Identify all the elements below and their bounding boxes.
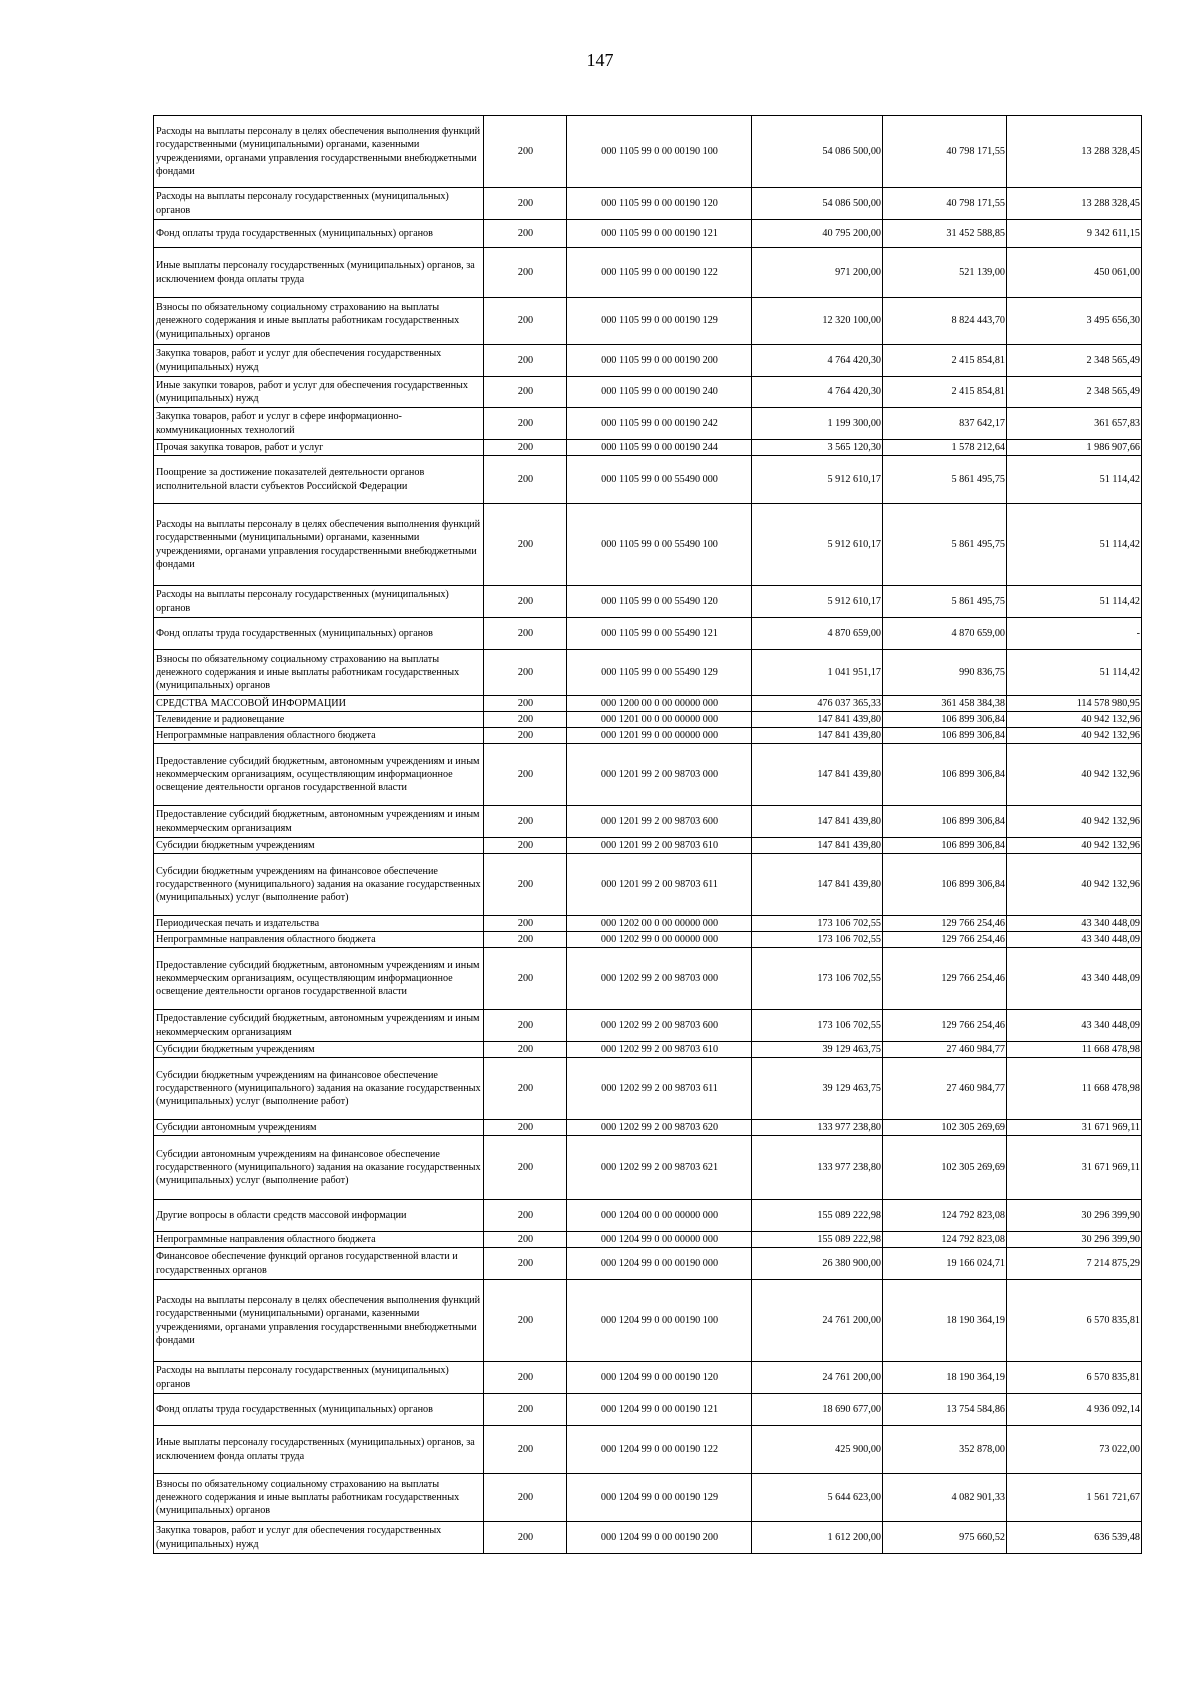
row-unexecuted: 11 668 478,98	[1007, 1042, 1142, 1058]
row-kbk: 000 1201 99 2 00 98703 600	[567, 806, 752, 838]
row-code: 200	[484, 696, 567, 712]
row-executed: 361 458 384,38	[883, 696, 1007, 712]
table-row	[154, 345, 1142, 377]
row-kbk: 000 1202 99 2 00 98703 610	[567, 1042, 752, 1058]
row-kbk: 000 1105 99 0 00 00190 242	[567, 408, 752, 440]
row-executed: 18 190 364,19	[883, 1362, 1007, 1394]
row-unexecuted: 450 061,00	[1007, 248, 1142, 298]
table-row	[154, 1362, 1142, 1394]
table-row	[154, 116, 1142, 188]
table-row	[154, 1010, 1142, 1042]
row-unexecuted: 6 570 835,81	[1007, 1280, 1142, 1362]
row-approved: 147 841 439,80	[752, 712, 883, 728]
row-kbk: 000 1201 99 2 00 98703 610	[567, 838, 752, 854]
row-code: 200	[484, 1120, 567, 1136]
row-unexecuted: 9 342 611,15	[1007, 220, 1142, 248]
row-unexecuted: 43 340 448,09	[1007, 1010, 1142, 1042]
row-kbk: 000 1105 99 0 00 00190 129	[567, 298, 752, 345]
row-approved: 24 761 200,00	[752, 1362, 883, 1394]
row-code: 200	[484, 440, 567, 456]
row-name: Субсидии автономным учреждениям	[154, 1120, 484, 1136]
row-code: 200	[484, 650, 567, 696]
row-code: 200	[484, 806, 567, 838]
row-approved: 1 199 300,00	[752, 408, 883, 440]
row-code: 200	[484, 854, 567, 916]
row-name: Расходы на выплаты персоналу в целях обеспечения выполнения функций государственными (муниципальными) органами, казенными учреждениями, органами управления государственными внебюджетными фондами	[154, 1280, 484, 1362]
row-kbk: 000 1201 99 2 00 98703 611	[567, 854, 752, 916]
row-unexecuted: 31 671 969,11	[1007, 1120, 1142, 1136]
row-name: Субсидии бюджетным учреждениям на финансовое обеспечение государственного (муниципального) задания на оказание государственных (муниципальных) услуг (выполнение работ)	[154, 1058, 484, 1120]
row-executed: 27 460 984,77	[883, 1042, 1007, 1058]
row-kbk: 000 1200 00 0 00 00000 000	[567, 696, 752, 712]
row-kbk: 000 1202 99 0 00 00000 000	[567, 932, 752, 948]
row-kbk: 000 1202 99 2 00 98703 621	[567, 1136, 752, 1200]
row-name: Периодическая печать и издательства	[154, 916, 484, 932]
row-executed: 102 305 269,69	[883, 1120, 1007, 1136]
row-executed: 5 861 495,75	[883, 504, 1007, 586]
row-code: 200	[484, 932, 567, 948]
row-approved: 173 106 702,55	[752, 932, 883, 948]
row-code: 200	[484, 1362, 567, 1394]
row-unexecuted: -	[1007, 618, 1142, 650]
row-name: Субсидии бюджетным учреждениям на финансовое обеспечение государственного (муниципального) задания на оказание государственных (муниципальных) услуг (выполнение работ)	[154, 854, 484, 916]
row-approved: 147 841 439,80	[752, 744, 883, 806]
table-row	[154, 220, 1142, 248]
table-row	[154, 806, 1142, 838]
row-code: 200	[484, 744, 567, 806]
table-row	[154, 408, 1142, 440]
row-name: Иные закупки товаров, работ и услуг для обеспечения государственных (муниципальных) нужд	[154, 377, 484, 408]
row-code: 200	[484, 1426, 567, 1474]
row-executed: 129 766 254,46	[883, 932, 1007, 948]
row-name: Предоставление субсидий бюджетным, автономным учреждениям и иным некоммерческим организациям, осуществляющим информационное освещение деятельности органов государственной власти	[154, 948, 484, 1010]
row-name: Фонд оплаты труда государственных (муниципальных) органов	[154, 220, 484, 248]
row-kbk: 000 1204 99 0 00 00190 120	[567, 1362, 752, 1394]
row-executed: 521 139,00	[883, 248, 1007, 298]
row-approved: 1 041 951,17	[752, 650, 883, 696]
row-executed: 5 861 495,75	[883, 586, 1007, 618]
table-row	[154, 1474, 1142, 1522]
row-unexecuted: 1 561 721,67	[1007, 1474, 1142, 1522]
table-row	[154, 728, 1142, 744]
row-executed: 106 899 306,84	[883, 728, 1007, 744]
row-approved: 173 106 702,55	[752, 916, 883, 932]
row-unexecuted: 40 942 132,96	[1007, 838, 1142, 854]
budget-execution-table	[153, 115, 1142, 1554]
row-unexecuted: 31 671 969,11	[1007, 1136, 1142, 1200]
row-name: СРЕДСТВА МАССОВОЙ ИНФОРМАЦИИ	[154, 696, 484, 712]
row-kbk: 000 1202 99 2 00 98703 600	[567, 1010, 752, 1042]
row-name: Взносы по обязательному социальному страхованию на выплаты денежного содержания и иные выплаты работникам государственных (муниципальных) органов	[154, 1474, 484, 1522]
row-approved: 147 841 439,80	[752, 728, 883, 744]
row-approved: 4 764 420,30	[752, 377, 883, 408]
row-name: Закупка товаров, работ и услуг для обеспечения государственных (муниципальных) нужд	[154, 1522, 484, 1554]
row-executed: 990 836,75	[883, 650, 1007, 696]
row-unexecuted: 30 296 399,90	[1007, 1200, 1142, 1232]
row-name: Другие вопросы в области средств массовой информации	[154, 1200, 484, 1232]
table-row	[154, 1232, 1142, 1248]
row-code: 200	[484, 220, 567, 248]
row-name: Фонд оплаты труда государственных (муниципальных) органов	[154, 618, 484, 650]
row-kbk: 000 1204 99 0 00 00190 200	[567, 1522, 752, 1554]
table-row	[154, 377, 1142, 408]
row-executed: 129 766 254,46	[883, 916, 1007, 932]
table-row	[154, 1426, 1142, 1474]
row-code: 200	[484, 456, 567, 504]
row-executed: 2 415 854,81	[883, 345, 1007, 377]
row-kbk: 000 1105 99 0 00 55490 120	[567, 586, 752, 618]
row-executed: 129 766 254,46	[883, 1010, 1007, 1042]
row-name: Фонд оплаты труда государственных (муниципальных) органов	[154, 1394, 484, 1426]
table-row	[154, 248, 1142, 298]
row-executed: 106 899 306,84	[883, 806, 1007, 838]
row-unexecuted: 43 340 448,09	[1007, 932, 1142, 948]
row-executed: 18 190 364,19	[883, 1280, 1007, 1362]
row-name: Непрограммные направления областного бюджета	[154, 728, 484, 744]
table-row	[154, 854, 1142, 916]
row-kbk: 000 1105 99 0 00 00190 244	[567, 440, 752, 456]
row-unexecuted: 4 936 092,14	[1007, 1394, 1142, 1426]
row-kbk: 000 1201 00 0 00 00000 000	[567, 712, 752, 728]
table-row	[154, 1280, 1142, 1362]
row-kbk: 000 1105 99 0 00 55490 129	[567, 650, 752, 696]
row-code: 200	[484, 1248, 567, 1280]
row-executed: 106 899 306,84	[883, 838, 1007, 854]
row-approved: 39 129 463,75	[752, 1058, 883, 1120]
row-approved: 5 912 610,17	[752, 586, 883, 618]
row-approved: 147 841 439,80	[752, 854, 883, 916]
row-approved: 147 841 439,80	[752, 838, 883, 854]
row-kbk: 000 1202 99 2 00 98703 611	[567, 1058, 752, 1120]
row-name: Расходы на выплаты персоналу государственных (муниципальных) органов	[154, 1362, 484, 1394]
row-kbk: 000 1204 99 0 00 00190 100	[567, 1280, 752, 1362]
row-executed: 5 861 495,75	[883, 456, 1007, 504]
row-code: 200	[484, 1280, 567, 1362]
row-code: 200	[484, 838, 567, 854]
row-kbk: 000 1204 99 0 00 00190 129	[567, 1474, 752, 1522]
row-unexecuted: 13 288 328,45	[1007, 116, 1142, 188]
row-code: 200	[484, 1042, 567, 1058]
row-code: 200	[484, 298, 567, 345]
row-approved: 133 977 238,80	[752, 1120, 883, 1136]
row-executed: 13 754 584,86	[883, 1394, 1007, 1426]
row-kbk: 000 1105 99 0 00 55490 121	[567, 618, 752, 650]
row-unexecuted: 1 986 907,66	[1007, 440, 1142, 456]
row-name: Иные выплаты персоналу государственных (муниципальных) органов, за исключением фонда оплаты труда	[154, 1426, 484, 1474]
row-code: 200	[484, 1474, 567, 1522]
row-code: 200	[484, 728, 567, 744]
row-name: Предоставление субсидий бюджетным, автономным учреждениям и иным некоммерческим организациям	[154, 1010, 484, 1042]
table-row	[154, 1248, 1142, 1280]
row-executed: 40 798 171,55	[883, 116, 1007, 188]
row-code: 200	[484, 248, 567, 298]
row-kbk: 000 1204 99 0 00 00190 122	[567, 1426, 752, 1474]
row-approved: 476 037 365,33	[752, 696, 883, 712]
row-unexecuted: 2 348 565,49	[1007, 345, 1142, 377]
table-row	[154, 1522, 1142, 1554]
table-row	[154, 1120, 1142, 1136]
table-row	[154, 504, 1142, 586]
row-unexecuted: 43 340 448,09	[1007, 948, 1142, 1010]
row-unexecuted: 40 942 132,96	[1007, 744, 1142, 806]
row-kbk: 000 1105 99 0 00 55490 100	[567, 504, 752, 586]
row-unexecuted: 40 942 132,96	[1007, 806, 1142, 838]
row-name: Расходы на выплаты персоналу государственных (муниципальных) органов	[154, 188, 484, 220]
row-approved: 5 912 610,17	[752, 504, 883, 586]
row-executed: 40 798 171,55	[883, 188, 1007, 220]
row-unexecuted: 43 340 448,09	[1007, 916, 1142, 932]
row-unexecuted: 30 296 399,90	[1007, 1232, 1142, 1248]
row-approved: 26 380 900,00	[752, 1248, 883, 1280]
table-row	[154, 1394, 1142, 1426]
row-executed: 124 792 823,08	[883, 1200, 1007, 1232]
page-number: 147	[586, 50, 614, 70]
row-executed: 31 452 588,85	[883, 220, 1007, 248]
row-name: Взносы по обязательному социальному страхованию на выплаты денежного содержания и иные выплаты работникам государственных (муниципальных) органов	[154, 298, 484, 345]
row-name: Расходы на выплаты персоналу государственных (муниципальных) органов	[154, 586, 484, 618]
row-kbk: 000 1204 00 0 00 00000 000	[567, 1200, 752, 1232]
row-unexecuted: 11 668 478,98	[1007, 1058, 1142, 1120]
row-unexecuted: 40 942 132,96	[1007, 854, 1142, 916]
row-unexecuted: 51 114,42	[1007, 456, 1142, 504]
row-name: Расходы на выплаты персоналу в целях обеспечения выполнения функций государственными (муниципальными) органами, казенными учреждениями, органами управления государственными внебюджетными фондами	[154, 504, 484, 586]
row-unexecuted: 51 114,42	[1007, 586, 1142, 618]
row-approved: 54 086 500,00	[752, 188, 883, 220]
row-name: Поощрение за достижение показателей деятельности органов исполнительной власти субъектов Российской Федерации	[154, 456, 484, 504]
row-kbk: 000 1105 99 0 00 00190 121	[567, 220, 752, 248]
row-code: 200	[484, 948, 567, 1010]
row-executed: 975 660,52	[883, 1522, 1007, 1554]
row-unexecuted: 2 348 565,49	[1007, 377, 1142, 408]
row-executed: 19 166 024,71	[883, 1248, 1007, 1280]
row-executed: 124 792 823,08	[883, 1232, 1007, 1248]
row-kbk: 000 1201 99 2 00 98703 000	[567, 744, 752, 806]
row-name: Непрограммные направления областного бюджета	[154, 1232, 484, 1248]
row-approved: 12 320 100,00	[752, 298, 883, 345]
row-approved: 5 644 623,00	[752, 1474, 883, 1522]
table-row	[154, 712, 1142, 728]
row-kbk: 000 1105 99 0 00 00190 100	[567, 116, 752, 188]
row-name: Закупка товаров, работ и услуг для обеспечения государственных (муниципальных) нужд	[154, 345, 484, 377]
table-row	[154, 1058, 1142, 1120]
table-row	[154, 838, 1142, 854]
table-row	[154, 456, 1142, 504]
row-name: Закупка товаров, работ и услуг в сфере информационно-коммуникационных технологий	[154, 408, 484, 440]
row-code: 200	[484, 1010, 567, 1042]
row-approved: 18 690 677,00	[752, 1394, 883, 1426]
row-approved: 155 089 222,98	[752, 1232, 883, 1248]
table-row	[154, 586, 1142, 618]
row-code: 200	[484, 916, 567, 932]
row-executed: 27 460 984,77	[883, 1058, 1007, 1120]
row-unexecuted: 114 578 980,95	[1007, 696, 1142, 712]
row-executed: 1 578 212,64	[883, 440, 1007, 456]
row-approved: 54 086 500,00	[752, 116, 883, 188]
row-executed: 837 642,17	[883, 408, 1007, 440]
row-approved: 3 565 120,30	[752, 440, 883, 456]
table-row	[154, 298, 1142, 345]
row-kbk: 000 1202 99 2 00 98703 000	[567, 948, 752, 1010]
row-approved: 133 977 238,80	[752, 1136, 883, 1200]
row-approved: 425 900,00	[752, 1426, 883, 1474]
row-name: Телевидение и радиовещание	[154, 712, 484, 728]
row-code: 200	[484, 377, 567, 408]
row-code: 200	[484, 504, 567, 586]
row-approved: 4 870 659,00	[752, 618, 883, 650]
row-name: Финансовое обеспечение функций органов государственной власти и государственных органов	[154, 1248, 484, 1280]
row-kbk: 000 1201 99 0 00 00000 000	[567, 728, 752, 744]
row-code: 200	[484, 116, 567, 188]
row-unexecuted: 3 495 656,30	[1007, 298, 1142, 345]
row-code: 200	[484, 712, 567, 728]
row-approved: 1 612 200,00	[752, 1522, 883, 1554]
row-kbk: 000 1105 99 0 00 00190 200	[567, 345, 752, 377]
row-kbk: 000 1105 99 0 00 55490 000	[567, 456, 752, 504]
row-kbk: 000 1202 99 2 00 98703 620	[567, 1120, 752, 1136]
row-code: 200	[484, 1232, 567, 1248]
row-kbk: 000 1202 00 0 00 00000 000	[567, 916, 752, 932]
row-name: Иные выплаты персоналу государственных (муниципальных) органов, за исключением фонда оплаты труда	[154, 248, 484, 298]
row-executed: 129 766 254,46	[883, 948, 1007, 1010]
row-name: Прочая закупка товаров, работ и услуг	[154, 440, 484, 456]
table-row	[154, 916, 1142, 932]
row-unexecuted: 40 942 132,96	[1007, 712, 1142, 728]
row-kbk: 000 1105 99 0 00 00190 240	[567, 377, 752, 408]
table-row	[154, 1042, 1142, 1058]
row-executed: 106 899 306,84	[883, 854, 1007, 916]
row-unexecuted: 361 657,83	[1007, 408, 1142, 440]
table-row	[154, 618, 1142, 650]
table-row	[154, 650, 1142, 696]
row-approved: 4 764 420,30	[752, 345, 883, 377]
row-executed: 102 305 269,69	[883, 1136, 1007, 1200]
row-code: 200	[484, 1136, 567, 1200]
row-name: Субсидии бюджетным учреждениям	[154, 838, 484, 854]
row-approved: 5 912 610,17	[752, 456, 883, 504]
row-name: Субсидии бюджетным учреждениям	[154, 1042, 484, 1058]
row-approved: 173 106 702,55	[752, 948, 883, 1010]
row-code: 200	[484, 408, 567, 440]
row-executed: 4 082 901,33	[883, 1474, 1007, 1522]
row-name: Субсидии автономным учреждениям на финансовое обеспечение государственного (муниципального) задания на оказание государственных (муниципальных) услуг (выполнение работ)	[154, 1136, 484, 1200]
row-approved: 39 129 463,75	[752, 1042, 883, 1058]
row-kbk: 000 1204 99 0 00 00190 121	[567, 1394, 752, 1426]
row-approved: 147 841 439,80	[752, 806, 883, 838]
row-name: Предоставление субсидий бюджетным, автономным учреждениям и иным некоммерческим организациям, осуществляющим информационное освещение деятельности органов государственной власти	[154, 744, 484, 806]
row-name: Предоставление субсидий бюджетным, автономным учреждениям и иным некоммерческим организациям	[154, 806, 484, 838]
row-unexecuted: 13 288 328,45	[1007, 188, 1142, 220]
table-row	[154, 932, 1142, 948]
row-code: 200	[484, 586, 567, 618]
row-unexecuted: 40 942 132,96	[1007, 728, 1142, 744]
row-code: 200	[484, 1522, 567, 1554]
row-unexecuted: 51 114,42	[1007, 650, 1142, 696]
row-executed: 4 870 659,00	[883, 618, 1007, 650]
row-unexecuted: 636 539,48	[1007, 1522, 1142, 1554]
row-name: Расходы на выплаты персоналу в целях обеспечения выполнения функций государственными (муниципальными) органами, казенными учреждениями, органами управления государственными внебюджетными фондами	[154, 116, 484, 188]
row-code: 200	[484, 345, 567, 377]
table-row	[154, 1200, 1142, 1232]
row-unexecuted: 51 114,42	[1007, 504, 1142, 586]
row-name: Непрограммные направления областного бюджета	[154, 932, 484, 948]
table-row	[154, 948, 1142, 1010]
row-code: 200	[484, 1394, 567, 1426]
row-code: 200	[484, 1200, 567, 1232]
table-row	[154, 188, 1142, 220]
row-kbk: 000 1204 99 0 00 00190 000	[567, 1248, 752, 1280]
row-executed: 8 824 443,70	[883, 298, 1007, 345]
table-row	[154, 440, 1142, 456]
row-executed: 106 899 306,84	[883, 744, 1007, 806]
row-kbk: 000 1105 99 0 00 00190 120	[567, 188, 752, 220]
row-code: 200	[484, 1058, 567, 1120]
row-unexecuted: 6 570 835,81	[1007, 1362, 1142, 1394]
row-approved: 155 089 222,98	[752, 1200, 883, 1232]
row-executed: 352 878,00	[883, 1426, 1007, 1474]
row-kbk: 000 1105 99 0 00 00190 122	[567, 248, 752, 298]
row-name: Взносы по обязательному социальному страхованию на выплаты денежного содержания и иные выплаты работникам государственных (муниципальных) органов	[154, 650, 484, 696]
row-unexecuted: 73 022,00	[1007, 1426, 1142, 1474]
row-approved: 24 761 200,00	[752, 1280, 883, 1362]
table-row	[154, 1136, 1142, 1200]
row-approved: 173 106 702,55	[752, 1010, 883, 1042]
row-approved: 40 795 200,00	[752, 220, 883, 248]
row-code: 200	[484, 188, 567, 220]
table-row	[154, 744, 1142, 806]
table-row	[154, 696, 1142, 712]
row-executed: 106 899 306,84	[883, 712, 1007, 728]
row-unexecuted: 7 214 875,29	[1007, 1248, 1142, 1280]
row-approved: 971 200,00	[752, 248, 883, 298]
row-kbk: 000 1204 99 0 00 00000 000	[567, 1232, 752, 1248]
row-executed: 2 415 854,81	[883, 377, 1007, 408]
row-code: 200	[484, 618, 567, 650]
